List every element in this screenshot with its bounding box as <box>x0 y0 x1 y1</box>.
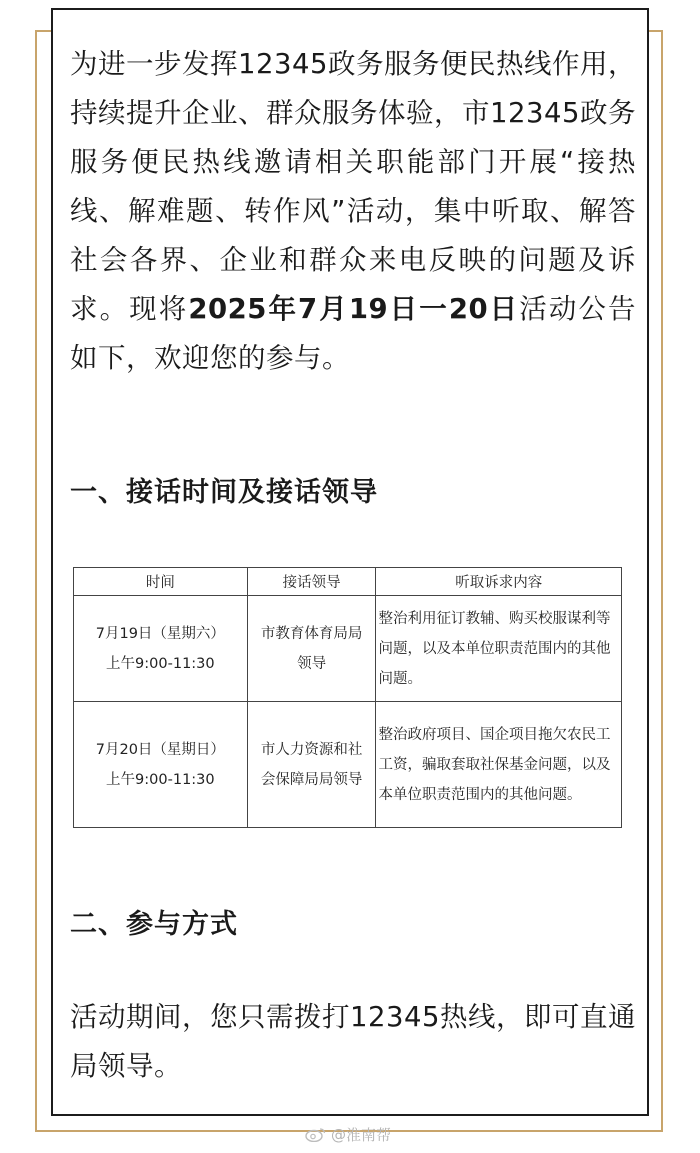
section-heading-schedule: 一、接话时间及接话领导 <box>70 477 378 508</box>
intro-date-1: 2025年7月 <box>188 293 349 325</box>
header-content: 听取诉求内容 <box>376 568 622 596</box>
watermark <box>305 1124 391 1145</box>
section-heading-participation: 二、参与方式 <box>70 909 238 940</box>
intro-paragraph <box>70 40 636 383</box>
leader-cell: 市人力资源和社会保障局局领导 <box>247 702 376 828</box>
table-row <box>74 596 622 702</box>
leader-cell: 市教育体育局局领导 <box>247 596 376 702</box>
time-date: 7月19日（星期六） <box>95 625 225 642</box>
time-hours: 上午9:00-11:30 <box>106 655 215 672</box>
intro-text-1: 为进一步发挥12345政务服务便民热线作用，持续提升企业、群众服务体验，市12345政务服务便民热线邀请相关职能部门开展“接热线、解难题、转作风”活动，集中听取、解答社会各界、企业和群众来电反映的问题及诉求。现将 <box>70 48 636 325</box>
closing-paragraph: 活动期间，您只需拨打12345热线，即可直通局领导。 <box>70 1001 636 1082</box>
table-header-row <box>74 568 622 596</box>
time-hours: 上午9:00-11:30 <box>106 771 215 788</box>
notice-content <box>70 40 637 1082</box>
intro-text-2: 活动公告如下，欢迎您的参与。 <box>70 293 637 374</box>
time-cell <box>74 702 248 828</box>
weibo-icon <box>305 1127 327 1142</box>
watermark-text: @淮南帮 <box>331 1126 392 1144</box>
time-cell <box>74 596 248 702</box>
schedule-table <box>73 567 622 828</box>
content-cell: 整治利用征订教辅、购买校服谋利等问题，以及本单位职责范围内的其他问题。 <box>376 596 622 702</box>
intro-date-2: 19日一20日 <box>348 293 520 325</box>
time-date: 7月20日（星期日） <box>95 741 225 758</box>
content-cell: 整治政府项目、国企项目拖欠农民工工资，骗取套取社保基金问题，以及本单位职责范围内的其他问题。 <box>376 702 622 828</box>
header-time: 时间 <box>74 568 248 596</box>
header-leader: 接话领导 <box>247 568 376 596</box>
table-row <box>74 702 622 828</box>
